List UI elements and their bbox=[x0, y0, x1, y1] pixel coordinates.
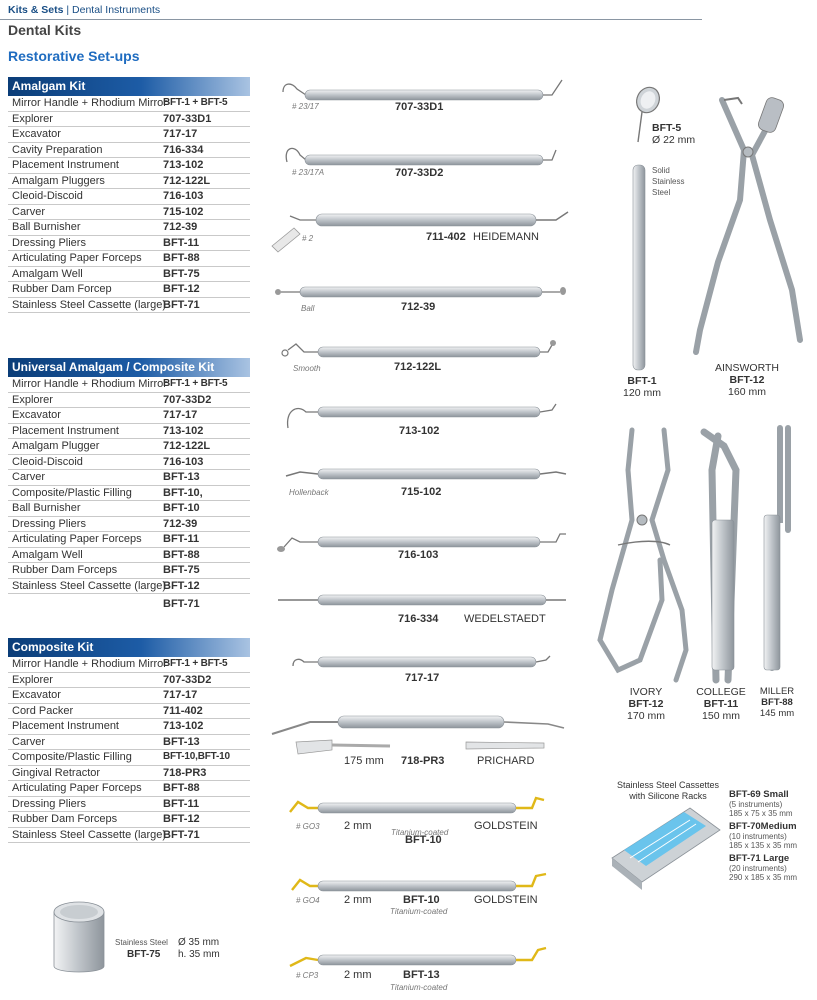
handle-caption bbox=[622, 375, 662, 399]
kit-item-code: 718-PR3 bbox=[163, 766, 207, 779]
kit-item-name: Mirror Handle + Rhodium Mirror bbox=[12, 378, 167, 390]
kit-item-name: Placement Instrument bbox=[12, 159, 119, 171]
cassettes-heading bbox=[608, 780, 728, 802]
kit-item-code: BFT-11 bbox=[163, 236, 200, 249]
go4-size: 2 mm bbox=[344, 894, 372, 906]
handle-bft-1-image bbox=[633, 165, 645, 370]
717-17-code: 717-17 bbox=[405, 672, 440, 684]
715-102-tip: Hollenback bbox=[289, 488, 329, 497]
kit-item-code: BFT-13 bbox=[163, 471, 200, 483]
kit-item-name: Dressing Pliers bbox=[12, 236, 86, 249]
715-102-code: 715-102 bbox=[401, 486, 442, 498]
707-33d1-code: 707-33D1 bbox=[395, 101, 444, 113]
716-334-code: 716-334 bbox=[398, 613, 439, 625]
cassette-count: (10 instruments) bbox=[729, 832, 787, 841]
burnisher-712-39-image bbox=[275, 287, 566, 297]
kit-item-code: 712-39 bbox=[163, 517, 198, 530]
kit-item-name: Excavator bbox=[12, 689, 61, 701]
712-39-tip: Ball bbox=[301, 304, 315, 313]
kit-item-code: BFT-88 bbox=[163, 252, 200, 264]
kit-item-code: 712-122L bbox=[163, 440, 211, 452]
kit-item-name: Stainless Steel Cassette (large) bbox=[12, 579, 167, 592]
universal-kit-extra-code: BFT-71 bbox=[163, 598, 200, 610]
kit-item-name: Excavator bbox=[12, 409, 61, 421]
kit-item-name: Amalgam Well bbox=[12, 548, 83, 561]
718-pr3-pattern: PRICHARD bbox=[477, 755, 535, 767]
mirror-code: BFT-5 bbox=[652, 122, 682, 134]
ainsworth-name: AINSWORTH bbox=[715, 362, 779, 374]
kit-item-code: 713-102 bbox=[163, 424, 204, 437]
cassette-item bbox=[729, 821, 797, 850]
cavity-716-334-image bbox=[278, 595, 566, 605]
handle-note bbox=[652, 165, 684, 198]
handle-note-line3: Steel bbox=[652, 188, 671, 197]
handle-size: 120 mm bbox=[623, 387, 661, 399]
breadcrumb-subsection[interactable]: Dental Instruments bbox=[72, 4, 161, 16]
718-pr3-code: 718-PR3 bbox=[401, 755, 445, 767]
kit-item-code: BFT-10, bbox=[163, 486, 203, 499]
kit-item-code: 707-33D2 bbox=[163, 393, 212, 406]
kit-item-code: BFT-12 bbox=[163, 813, 200, 825]
breadcrumb-section[interactable]: Kits & Sets bbox=[8, 4, 64, 16]
kit-item-code: BFT-1 + BFT-5 bbox=[163, 378, 228, 389]
kit-item-name: Cleoid-Discoid bbox=[12, 455, 83, 468]
kit-item-name: Stainless Steel Cassette (large) bbox=[12, 298, 167, 311]
cassettes-heading-line2: with Silicone Racks bbox=[629, 791, 707, 801]
kit-item-name: Rubber Dam Forceps bbox=[12, 564, 118, 576]
filling-bft-10-go3-image bbox=[290, 798, 544, 813]
kit-item-name: Cleoid-Discoid bbox=[12, 190, 83, 202]
college-caption bbox=[693, 686, 749, 722]
carver-bft-13-cp3-image bbox=[290, 948, 546, 966]
cassette-code: BFT-71 Large bbox=[729, 853, 790, 864]
cassette-dims: 290 x 185 x 35 mm bbox=[729, 873, 798, 882]
kit-title: Universal Amalgam / Composite Kit bbox=[8, 358, 250, 377]
go4-coating: Titanium-coated bbox=[390, 907, 448, 916]
707-33d2-code: 707-33D2 bbox=[395, 167, 444, 179]
kit-item-name: Carver bbox=[12, 471, 46, 483]
kit-item-name: Composite/Plastic Filling bbox=[12, 751, 132, 763]
ivory-name: IVORY bbox=[629, 686, 663, 698]
713-102-code: 713-102 bbox=[399, 425, 440, 437]
cassettes-heading-line1: Stainless Steel Cassettes bbox=[616, 780, 720, 790]
handle-note-line1: Solid bbox=[652, 166, 670, 175]
page-title: Dental Kits bbox=[8, 22, 82, 38]
707-33d1-tip: # 23/17 bbox=[292, 102, 319, 111]
cassette-item bbox=[729, 789, 797, 818]
college-code: BFT-11 bbox=[703, 698, 739, 710]
kit-item-name: Explorer bbox=[12, 393, 53, 406]
cassettes-image bbox=[612, 808, 720, 890]
handle-code: BFT-1 bbox=[627, 375, 657, 387]
go4-pattern: GOLDSTEIN bbox=[474, 894, 538, 906]
go3-code: BFT-10 bbox=[405, 834, 442, 846]
kit-item-code: BFT-1 + BFT-5 bbox=[163, 97, 228, 108]
711-402-pattern: HEIDEMANN bbox=[473, 231, 540, 243]
kit-item-name: Amalgam Plugger bbox=[12, 440, 100, 452]
mirror-size: Ø 22 mm bbox=[652, 134, 696, 146]
kit-item-name: Articulating Paper Forceps bbox=[12, 252, 142, 264]
712-122l-code: 712-122L bbox=[394, 361, 442, 373]
kit-item-code: 715-102 bbox=[163, 205, 204, 218]
cassette-count: (20 instruments) bbox=[729, 864, 787, 873]
ainsworth-caption bbox=[712, 362, 782, 398]
kit-item-name: Rubber Dam Forceps bbox=[12, 813, 118, 825]
handle-note-line2: Stainless bbox=[652, 177, 685, 186]
college-pliers-image bbox=[704, 432, 736, 680]
kit-item-name: Gingival Retractor bbox=[12, 766, 101, 779]
cp3-code: BFT-13 bbox=[403, 969, 440, 981]
explorer-707-33d1-image bbox=[283, 80, 562, 100]
ivory-caption bbox=[618, 686, 674, 722]
kit-item-code: BFT-75 bbox=[163, 564, 200, 576]
go3-coating: Titanium-coated bbox=[391, 828, 449, 837]
kit-item-code: 712-122L bbox=[163, 174, 211, 187]
kit-item-name: Stainless Steel Cassette (large) bbox=[12, 828, 167, 841]
ivory-size: 170 mm bbox=[627, 710, 665, 722]
kit-title: Composite Kit bbox=[8, 638, 250, 657]
college-size: 150 mm bbox=[702, 710, 740, 722]
711-402-tip: # 2 bbox=[302, 234, 314, 243]
miller-forceps-image bbox=[764, 428, 788, 670]
kit-item-code: 712-39 bbox=[163, 221, 198, 233]
cassette-count: (5 instruments) bbox=[729, 800, 783, 809]
kit-item-code: 716-103 bbox=[163, 190, 204, 202]
cassette-code: BFT-70Medium bbox=[729, 821, 797, 832]
ivory-code: BFT-12 bbox=[628, 698, 664, 710]
712-122l-tip: Smooth bbox=[293, 364, 321, 373]
kit-item-code: BFT-10 bbox=[163, 502, 200, 514]
cassettes-list bbox=[729, 789, 797, 885]
amalgam-well-image bbox=[54, 902, 104, 972]
kit-item-name: Explorer bbox=[12, 112, 53, 125]
cp3-coating: Titanium-coated bbox=[390, 983, 448, 992]
kit-item-name: Dressing Pliers bbox=[12, 797, 86, 810]
cassette-item bbox=[729, 853, 797, 882]
kit-item-name: Mirror Handle + Rhodium Mirror bbox=[12, 97, 167, 109]
ainsworth-size: 160 mm bbox=[728, 386, 766, 398]
kit-item-name: Placement Instrument bbox=[12, 720, 119, 732]
miller-name: MILLER bbox=[759, 686, 795, 697]
kit-item-code: BFT-11 bbox=[163, 533, 200, 545]
kit-item-name: Articulating Paper Forceps bbox=[12, 533, 142, 545]
kit-item-code: BFT-75 bbox=[163, 267, 200, 280]
miller-code: BFT-88 bbox=[761, 697, 793, 708]
cassette-dims: 185 x 75 x 35 mm bbox=[729, 809, 793, 818]
kit-item-name: Rubber Dam Forcep bbox=[12, 283, 112, 295]
kit-item-code: BFT-12 bbox=[163, 579, 200, 592]
go3-pattern: GOLDSTEIN bbox=[474, 820, 538, 832]
kit-item-code: BFT-88 bbox=[163, 782, 200, 794]
kit-item-code: 716-334 bbox=[163, 143, 204, 156]
go3-tip: # GO3 bbox=[296, 822, 320, 831]
712-39-code: 712-39 bbox=[401, 301, 436, 313]
kit-item-code: BFT-71 bbox=[163, 298, 200, 311]
explorer-707-33d2-image bbox=[286, 148, 556, 165]
kit-item-name: Articulating Paper Forceps bbox=[12, 782, 142, 794]
amalgam-well-diameter: Ø 35 mm bbox=[178, 937, 220, 948]
kit-item-name: Explorer bbox=[12, 673, 53, 686]
kit-item-name: Excavator bbox=[12, 128, 61, 140]
kit-title: Amalgam Kit bbox=[8, 77, 250, 96]
mirror-caption bbox=[652, 122, 695, 146]
breadcrumb-separator: | bbox=[66, 4, 70, 16]
miller-caption bbox=[753, 686, 801, 719]
cassette-dims: 185 x 135 x 35 mm bbox=[729, 841, 798, 850]
amalgam-well-height: h. 35 mm bbox=[178, 949, 220, 960]
711-402-code: 711-402 bbox=[426, 231, 466, 243]
kit-item-name: Mirror Handle + Rhodium Mirror bbox=[12, 658, 167, 670]
kit-item-code: 707-33D1 bbox=[163, 112, 212, 125]
ivory-forceps-image bbox=[600, 430, 686, 680]
kit-item-code: BFT-13 bbox=[163, 735, 200, 748]
kit-item-code: 717-17 bbox=[163, 128, 198, 140]
718-pr3-size: 175 mm bbox=[344, 755, 384, 767]
kit-item-code: BFT-71 bbox=[163, 828, 200, 841]
go3-size: 2 mm bbox=[344, 820, 372, 832]
retractor-718-pr3-image bbox=[272, 716, 564, 754]
kit-item-name: Cavity Preparation bbox=[12, 143, 103, 156]
kit-item-name: Carver bbox=[12, 735, 46, 748]
kit-item-name: Ball Burnisher bbox=[12, 502, 81, 514]
716-103-code: 716-103 bbox=[398, 549, 439, 561]
amalgam-well-code: BFT-75 bbox=[127, 949, 161, 960]
cp3-tip: # CP3 bbox=[296, 971, 319, 980]
kit-item-name: Amalgam Pluggers bbox=[12, 174, 105, 187]
kit-item-name: Amalgam Well bbox=[12, 267, 83, 280]
kit-item-name: Cord Packer bbox=[12, 704, 74, 717]
kit-item-name: Dressing Pliers bbox=[12, 517, 86, 530]
cp3-size: 2 mm bbox=[344, 969, 372, 981]
kit-item-name: Carver bbox=[12, 205, 46, 218]
ainsworth-code: BFT-12 bbox=[729, 374, 765, 386]
filling-bft-10-go4-image bbox=[292, 874, 546, 891]
ainsworth-forceps-image bbox=[696, 96, 800, 352]
miller-size: 145 mm bbox=[759, 708, 795, 719]
college-name: COLLEGE bbox=[696, 686, 746, 698]
kit-item-name: Composite/Plastic Filling bbox=[12, 486, 132, 499]
kit-item-code: BFT-1 + BFT-5 bbox=[163, 658, 228, 669]
go4-tip: # GO4 bbox=[296, 896, 320, 905]
carver-715-102-image bbox=[286, 469, 566, 479]
kit-item-code: 713-102 bbox=[163, 720, 204, 732]
section-title: Restorative Set-ups bbox=[8, 48, 140, 64]
kit-item-code: BFT-88 bbox=[163, 548, 200, 561]
kit-item-code: 716-103 bbox=[163, 455, 204, 468]
cassette-code: BFT-69 Small bbox=[729, 789, 789, 800]
kit-item-code: BFT-11 bbox=[163, 797, 200, 810]
716-334-pattern: WEDELSTAEDT bbox=[464, 613, 546, 625]
kit-item-code: 717-17 bbox=[163, 689, 198, 701]
amalgam-well-material: Stainless Steel bbox=[115, 938, 168, 947]
go4-code: BFT-10 bbox=[403, 894, 440, 906]
kit-item-name: Placement Instrument bbox=[12, 424, 119, 437]
kit-item-code: 717-17 bbox=[163, 409, 198, 421]
excavator-717-17-image bbox=[293, 656, 550, 667]
707-33d2-tip: # 23/17A bbox=[292, 168, 325, 177]
kit-item-name: Ball Burnisher bbox=[12, 221, 81, 233]
kit-item-code: 713-102 bbox=[163, 159, 204, 171]
kit-item-code: BFT-12 bbox=[163, 283, 200, 295]
plugger-712-122l-image bbox=[282, 340, 556, 357]
kit-item-code: BFT-10,BFT-10 bbox=[163, 751, 230, 762]
kit-item-code: 711-402 bbox=[163, 704, 203, 717]
kit-item-code: 707-33D2 bbox=[163, 673, 212, 686]
